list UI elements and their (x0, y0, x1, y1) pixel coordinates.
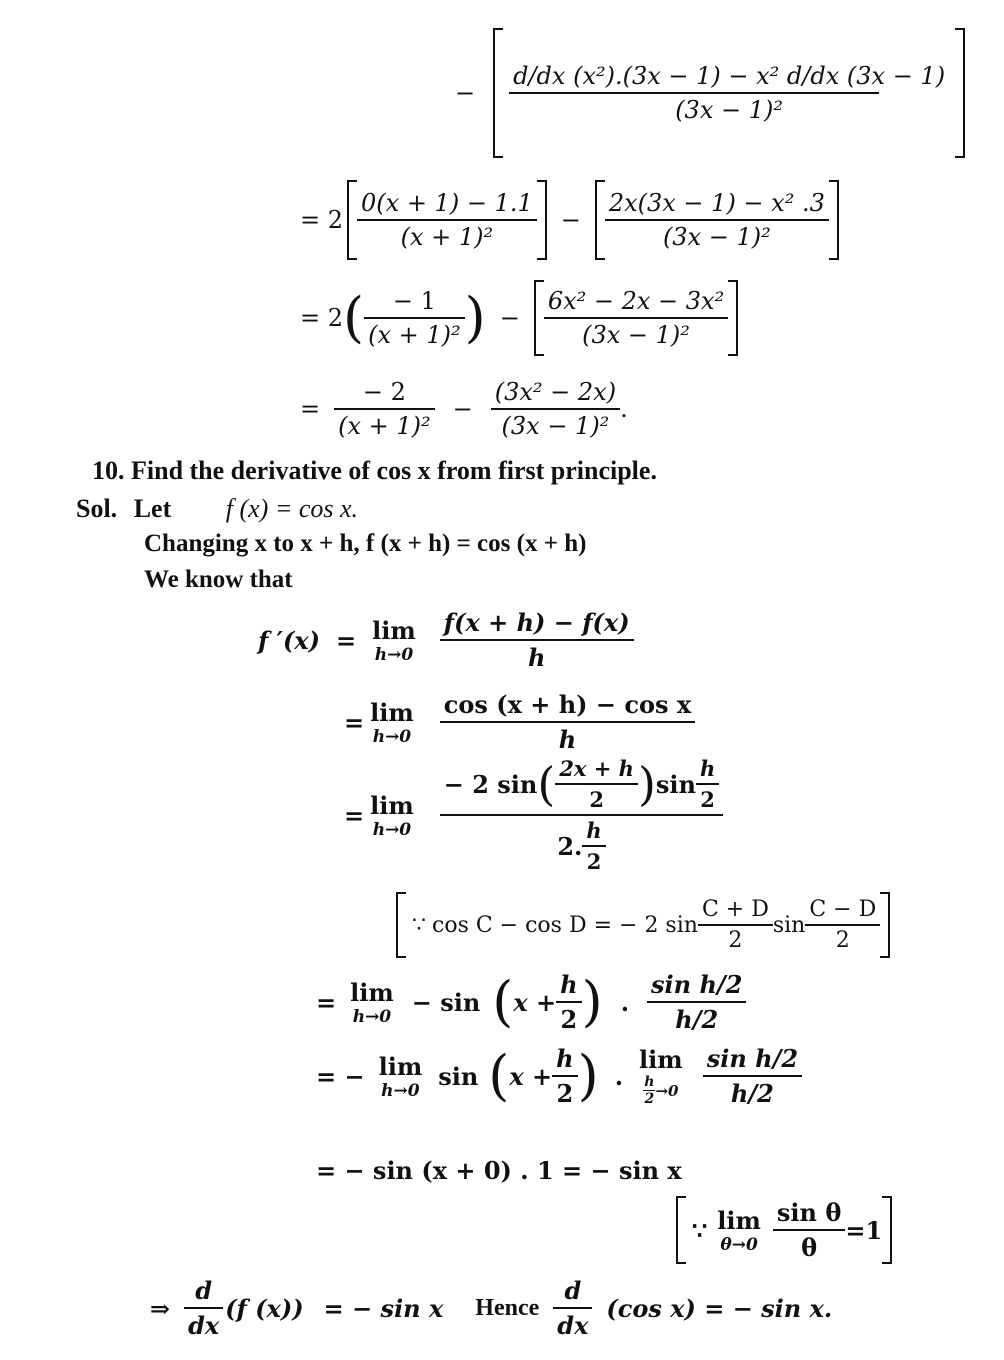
numerator: 2x(3x − 1) − x² .3 (608, 189, 825, 217)
numerator: (3x² − 2x) (494, 378, 617, 406)
denominator: h (558, 725, 577, 754)
denominator: h/2 (730, 1079, 774, 1108)
conclusion-line (150, 1276, 832, 1340)
denominator: 2 (560, 1005, 578, 1034)
left-bracket (493, 28, 503, 158)
numerator: − 2 sin ( 2x + h 2 ) sin h 2 (440, 756, 724, 812)
f-of-x: (f (x)) (225, 1293, 304, 1323)
minus-sign: − (560, 206, 581, 234)
lim-subscript: h→0 (352, 1006, 392, 1027)
denominator: (x + 1)² (338, 412, 431, 440)
period: . (620, 395, 628, 423)
denominator: 2 (700, 787, 715, 812)
denominator: dx (557, 1311, 589, 1340)
limit (379, 1052, 423, 1101)
limit (350, 978, 394, 1027)
cos-derivative-result: (cos x) = − sin x. (606, 1293, 833, 1323)
lim-subscript: h→0 (372, 726, 412, 747)
equals-one: =1 (845, 1215, 883, 1245)
step3-frac-b (544, 287, 728, 349)
denominator: 2 (835, 928, 850, 953)
sin-product-fraction (440, 756, 724, 874)
numerator: h (586, 818, 602, 843)
minus-sign: − (455, 79, 476, 107)
changing-line: Changing x to x + h, f (x + h) = cos (x + h) (144, 530, 587, 557)
denominator: 2 (728, 928, 743, 953)
solution-label: Sol. (76, 494, 118, 523)
lim-label: lim (350, 977, 394, 1007)
denominator: 2 (556, 1079, 574, 1108)
standard-limit-identity (676, 1196, 892, 1264)
numerator: C − D (809, 897, 877, 922)
equals-two: = 2 (300, 206, 344, 234)
derivative-operator (184, 1276, 223, 1340)
lim-subscript: θ→0 (720, 1234, 758, 1255)
equals-sign: = (300, 395, 321, 423)
c-minus-d-half (805, 897, 880, 953)
step2-frac-a (357, 189, 537, 251)
sum-to-product-step (344, 756, 723, 874)
half-h-fraction (552, 1044, 577, 1108)
numerator: sin h/2 (651, 970, 743, 999)
sin-label: sin (438, 1061, 479, 1091)
numerator: f(x + h) − f(x) (443, 608, 630, 637)
denominator: dx (188, 1311, 220, 1340)
numerator: 0(x + 1) − 1.1 (361, 189, 533, 217)
function-definition: f (x) = cos x. (225, 494, 359, 523)
denominator: 2 (644, 1091, 655, 1107)
numerator: 2x + h (559, 756, 634, 781)
quotient-denominator: (3x − 1)² (675, 96, 783, 124)
limit-split-step: = lim h→0 − sin ( x + h 2 ) . sin h/2 h/2 (316, 970, 746, 1034)
half-h-fraction (696, 756, 719, 812)
question-text: Find the derivative of cos x from first principle. (131, 456, 657, 485)
step-3: = 2 ( − 1 (x + 1)² ) − 6x² − 2x − 3x² (3x − 1)² (300, 280, 738, 356)
two-dot: 2. (557, 831, 583, 861)
cos-difference-quotient (440, 690, 695, 754)
derivative-operator (553, 1276, 592, 1340)
x-plus: x + (509, 1061, 553, 1091)
denominator: h/2 (675, 1005, 719, 1034)
lim-label: lim (370, 697, 414, 727)
quotient-fraction (509, 62, 949, 124)
equals-sign: = (344, 707, 365, 737)
dot: . (614, 1061, 624, 1091)
numerator: h (644, 1074, 655, 1090)
numerator: − 2 (362, 378, 406, 406)
lim-label: lim (639, 1045, 683, 1074)
because-symbol: ∵ (692, 1215, 708, 1245)
denominator (553, 818, 609, 874)
denominator: (3x − 1)² (662, 223, 771, 251)
numerator: d (195, 1276, 213, 1305)
minus-sign: − (499, 304, 520, 332)
step3-frac-a (364, 287, 465, 349)
cos-difference-identity (396, 892, 890, 958)
lim-label: lim (717, 1205, 761, 1235)
limit (370, 791, 414, 840)
denominator: 2 (589, 787, 604, 812)
denominator: (3x − 1)² (501, 412, 610, 440)
minus-sin: − sin (411, 987, 481, 1017)
question-10 (92, 456, 657, 486)
half-angle-fraction (555, 756, 638, 812)
sin-theta-ratio (773, 1198, 845, 1262)
right-bracket (955, 28, 965, 158)
sin-label: sin (772, 912, 806, 938)
numerator: sin θ (776, 1198, 842, 1227)
denominator: 2 (586, 849, 602, 874)
numerator: 6x² − 2x − 3x² (547, 287, 725, 315)
sin-label: sin (655, 769, 696, 799)
difference-quotient (440, 608, 634, 672)
lim-subscript: h→0 (372, 819, 412, 840)
sin-ratio (703, 1044, 802, 1108)
arrow-zero: →0 (655, 1081, 679, 1100)
dot: . (620, 987, 630, 1017)
equals-sign: = (344, 800, 365, 830)
know-line: We know that (144, 566, 293, 593)
identity-text: cos C − cos D = − 2 sin (432, 912, 698, 938)
numerator: − 1 (392, 287, 436, 315)
cos-difference-step (344, 690, 695, 754)
f-prime: f ′(x) (258, 625, 321, 655)
x-plus: x + (513, 987, 557, 1017)
step2-frac-b (605, 189, 829, 251)
equals-sign: = (316, 987, 337, 1017)
result-line: = − sin (x + 0) . 1 = − sin x (316, 1156, 682, 1185)
half-h-fraction (582, 818, 605, 874)
lim-label: lim (378, 1051, 423, 1081)
sin-ratio (647, 970, 746, 1034)
step4-frac-b (491, 378, 620, 440)
lim-subscript: h→0 (381, 1080, 420, 1101)
numerator: d (564, 1276, 582, 1305)
lim-subscript: h→0 (374, 644, 414, 665)
first-principle-definition (258, 608, 634, 672)
step-2 (300, 180, 839, 260)
c-plus-d-half (698, 897, 773, 953)
equals-sign: = (336, 625, 357, 655)
because-symbol: ∵ (412, 912, 426, 938)
limit (372, 616, 416, 665)
numerator: h (560, 970, 578, 999)
denominator: (x + 1)² (400, 223, 494, 251)
step4-frac-a (334, 378, 435, 440)
solution-let-line (76, 494, 358, 524)
minus-two-sin: − 2 sin (443, 769, 538, 799)
quotient-rule-line (455, 28, 965, 158)
numerator: C + D (701, 897, 769, 922)
limit (717, 1206, 761, 1255)
product-of-limits-step: = − lim h→0 sin ( x + h 2 ) . lim h 2 →0 sin h/2 h/2 (316, 1044, 802, 1108)
numerator: cos (x + h) − cos x (443, 690, 692, 719)
denominator: (3x − 1)² (582, 321, 690, 349)
let-word: Let (133, 494, 172, 523)
step-4 (300, 378, 628, 440)
lim-label: lim (370, 790, 414, 820)
implies-arrow: ⇒ (150, 1293, 171, 1323)
denominator: h (527, 643, 546, 672)
limit-half-h (639, 1045, 683, 1107)
numerator: h (556, 1044, 574, 1073)
limit (370, 698, 414, 747)
question-number: 10. (92, 456, 125, 485)
equals-minus: = − (316, 1061, 365, 1091)
equals-minus-sin-x: = − sin x (323, 1293, 444, 1323)
quotient-numerator: d/dx (x²).(3x − 1) − x² d/dx (3x − 1) (513, 62, 946, 90)
minus-sign: − (452, 395, 473, 423)
lim-label: lim (372, 615, 416, 645)
half-h-fraction (556, 970, 581, 1034)
numerator: h (699, 756, 716, 781)
equals-two: = 2 (300, 304, 344, 332)
denominator: (x + 1)² (368, 321, 461, 349)
denominator: θ (801, 1233, 818, 1262)
hence-word: Hence (475, 1294, 540, 1321)
lim-subscript (643, 1074, 678, 1107)
numerator: sin h/2 (706, 1044, 799, 1073)
